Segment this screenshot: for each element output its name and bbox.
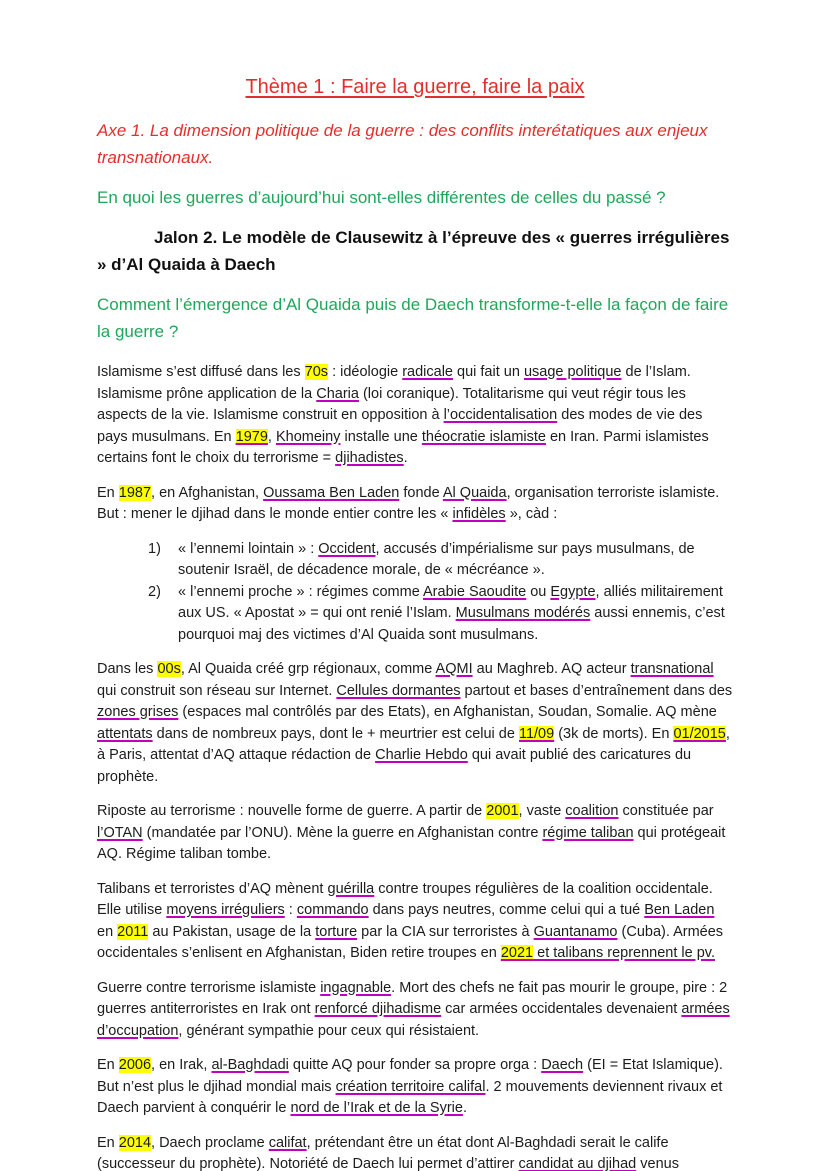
highlighted-date: 2011 (117, 923, 149, 940)
text-run: ou (526, 583, 551, 600)
text-run: (mandatée par l’ONU). Mène la guerre en Afghanistan contre (142, 824, 543, 841)
text-run: venus (636, 1156, 679, 1171)
underlined-term: Arabie Saoudite (423, 583, 527, 600)
underlined-term: infidèles (452, 506, 506, 522)
text-run: (EI = Etat Islamique). But n’est plus le djihad mondial mais (97, 1057, 723, 1095)
underlined-term: nord de l’Irak et de la Syrie (290, 1100, 463, 1116)
paragraph (97, 978, 733, 1043)
text-run: , Al Quaida créé grp régionaux, comme (180, 661, 436, 677)
text-run: dans de nombreux pays, dont le + meurtrier est celui de (152, 725, 519, 742)
text-run: , prétendant être un état dont Al-Baghdadi serait le calife (successeur du prophète). Notoriété de Daech lui permet d’attirer (97, 1134, 669, 1171)
highlighted-underlined-term: 1979 (235, 428, 268, 445)
text-run: qui fait un (453, 364, 524, 380)
text-run: constituée par (618, 803, 714, 819)
text-run: . (403, 450, 408, 466)
underlined-term: transnational (630, 661, 714, 677)
text-run: , alliés militairement aux US. « Apostat » = qui ont renié l’Islam. (178, 583, 723, 621)
underlined-term: zones grises (97, 704, 179, 720)
text-run: en Iran. Parmi islamistes certains font le choix du terrorisme = (97, 428, 709, 466)
underlined-term: Musulmans modérés (455, 605, 591, 621)
list-number: 1) (148, 540, 161, 557)
paragraph (97, 879, 733, 965)
highlighted-date: 70s (304, 364, 329, 380)
underlined-term: théocratie islamiste (421, 428, 546, 445)
list-item (148, 539, 733, 582)
text-run: , organisation terroriste islamiste. But : mener le djihad dans le monde entier contre les « (97, 484, 720, 522)
underlined-term: et talibans reprennent le pv. (533, 945, 716, 961)
text-run: Dans les (97, 661, 158, 677)
numbered-list (148, 539, 733, 647)
text-run: , en Afghanistan, (151, 484, 264, 501)
underlined-term: Guantanamo (533, 923, 618, 940)
text-run: « l’ennemi lointain » : (178, 540, 319, 557)
text-run: . 2 mouvements deviennent rivaux et Daech parvient à conquérir le (97, 1078, 723, 1116)
underlined-term: califat (268, 1134, 307, 1151)
text-run: au Maghreb. AQ acteur (472, 661, 631, 677)
text-run: par la CIA sur terroristes à (357, 923, 534, 940)
underlined-term: Oussama Ben Laden (263, 484, 400, 501)
paragraph (97, 659, 733, 788)
question-1: En quoi les guerres d’aujourd’hui sont-elles différentes de celles du passé ? (97, 188, 666, 207)
list-item-text (178, 582, 733, 647)
text-run: dans pays neutres, comme celui qui a tué (368, 902, 645, 918)
underlined-term: l’occidentalisation (443, 407, 558, 423)
underlined-term: Cellules dormantes (336, 682, 461, 699)
text-run: », càd : (505, 506, 558, 522)
highlighted-date: 1987 (118, 484, 152, 501)
text-run: (loi coranique). Totalitarisme qui veut régir tous les aspects de la vie. Islamisme construit en opposition à (97, 385, 686, 423)
text-run: (3k de morts). En (554, 725, 674, 742)
text-run: qui construit son réseau sur Internet. (97, 682, 337, 699)
text-run: des modes de vie des pays musulmans. En (97, 407, 703, 445)
underlined-term: régime taliban (542, 824, 634, 841)
document-content (97, 74, 733, 1171)
underlined-term: commando (296, 902, 369, 918)
highlighted-underlined-term: 2021 (500, 945, 534, 961)
text-run: de l’Islam. Islamisme prône application de la (97, 364, 691, 402)
text-run: « l’ennemi proche » : régimes comme (178, 583, 423, 600)
underlined-term: moyens irréguliers (166, 902, 285, 918)
underlined-term: Ben Laden (644, 902, 715, 918)
highlighted-date: 00s (157, 661, 181, 677)
document-title: Thème 1 : Faire la guerre, faire la paix (245, 76, 585, 98)
paragraph (97, 1133, 733, 1171)
text-run: Talibans et terroristes d’AQ mènent (97, 880, 328, 897)
text-run: , (267, 428, 276, 445)
text-run: , générant sympathie pour ceux qui résistaient. (178, 1022, 480, 1039)
highlighted-date: 2006 (118, 1057, 152, 1073)
underlined-term: l’OTAN (97, 824, 143, 841)
underlined-term: Egypte (550, 583, 596, 600)
question-2: Comment l’émergence d’Al Quaida puis de Daech transforme-t-elle la façon de faire la guerre ? (97, 295, 729, 341)
text-run: (espaces mal contrôlés par des Etats), en Afghanistan, Soudan, Somalie. AQ mène (178, 704, 717, 720)
highlighted-underlined-term: 01/2015 (673, 725, 726, 742)
underlined-term: torture (315, 923, 358, 940)
text-run: . Mort des chefs ne fait pas mourir le groupe, pire : 2 guerres antiterroristes en Irak ont (97, 979, 728, 1017)
text-run: Guerre contre terrorisme islamiste (97, 979, 321, 996)
text-run: installe une (340, 428, 422, 445)
text-run: , en Irak, (151, 1057, 212, 1073)
underlined-term: Al Quaida (442, 484, 507, 501)
underlined-term: candidat au djihad (518, 1156, 637, 1171)
axe-heading: Axe 1. La dimension politique de la guerre : des conflits interétatiques aux enjeux transnationaux. (97, 121, 708, 167)
underlined-term: Daech (541, 1057, 584, 1073)
text-run: , accusés d’impérialisme sur pays musulmans, de soutenir Israël, de décadence morale, de « mécréance ». (178, 540, 695, 578)
highlighted-date: 2001 (486, 803, 519, 819)
text-run: (Cuba). Armées occidentales s’enlisent en Afghanistan, Biden retire troupes en (97, 923, 724, 961)
paragraph (97, 483, 733, 526)
paragraph (97, 362, 733, 470)
text-run: , Daech proclame (151, 1134, 269, 1151)
underlined-term: renforcé djihadisme (314, 1001, 442, 1017)
paragraph (97, 801, 733, 866)
list-item-text (178, 539, 733, 582)
underlined-term: attentats (97, 725, 153, 742)
text-run: Riposte au terrorisme : nouvelle forme de guerre. A partir de (97, 803, 487, 819)
jalon-heading: Jalon 2. Le modèle de Clausewitz à l’épreuve des « guerres irrégulières » d’Al Quaida à Daech (97, 228, 730, 274)
text-run: : (284, 902, 297, 918)
text-run: partout et bases d’entraînement dans des (460, 682, 733, 699)
text-run: qui protégeait AQ. Régime taliban tombe. (97, 824, 726, 862)
text-run: aussi ennemis, c’est pourquoi maj des victimes d’Al Quaida sont musulmans. (178, 605, 725, 643)
text-run: car armées occidentales devenaient (441, 1001, 682, 1017)
underlined-term: Occident (318, 540, 376, 557)
text-run: . (462, 1100, 467, 1116)
underlined-term: armées d’occupation (97, 1001, 730, 1039)
text-run: qui avait publié des caricatures du prophète. (97, 747, 692, 785)
underlined-term: Charia (316, 385, 359, 402)
list-number: 2) (148, 583, 161, 600)
text-run: : idéologie (328, 364, 403, 380)
underlined-term: usage politique (523, 364, 622, 380)
underlined-term: AQMI (435, 661, 473, 677)
text-run: quitte AQ pour fonder sa propre orga : (288, 1057, 542, 1073)
text-run: , vaste (518, 803, 566, 819)
paragraph (97, 1055, 733, 1120)
underlined-term: coalition (565, 803, 619, 819)
highlighted-underlined-term: 11/09 (518, 725, 555, 742)
underlined-term: radicale (402, 364, 453, 380)
text-run: Islamisme s’est diffusé dans les (97, 364, 305, 380)
text-run: en (97, 923, 118, 940)
list-item (148, 582, 733, 647)
highlighted-date: 2014 (118, 1134, 152, 1151)
underlined-term: Khomeiny (275, 428, 341, 445)
text-run: au Pakistan, usage de la (148, 923, 316, 940)
underlined-term: Charlie Hebdo (375, 747, 468, 763)
text-run: En (97, 484, 119, 501)
text-run: fonde (399, 484, 443, 501)
text-run: En (97, 1057, 119, 1073)
underlined-term: création territoire califal (335, 1078, 486, 1095)
underlined-term: ingagnable (320, 979, 392, 996)
underlined-term: al-Baghdadi (211, 1057, 289, 1073)
text-run: contre troupes régulières de la coalition occidentale. Elle utilise (97, 880, 713, 918)
underlined-term: djihadistes (335, 450, 404, 466)
underlined-term: guérilla (327, 880, 375, 897)
text-run: En (97, 1134, 119, 1151)
text-run: , à Paris, attentat d’AQ attaque rédaction de (97, 725, 730, 763)
document-body (97, 362, 733, 1171)
